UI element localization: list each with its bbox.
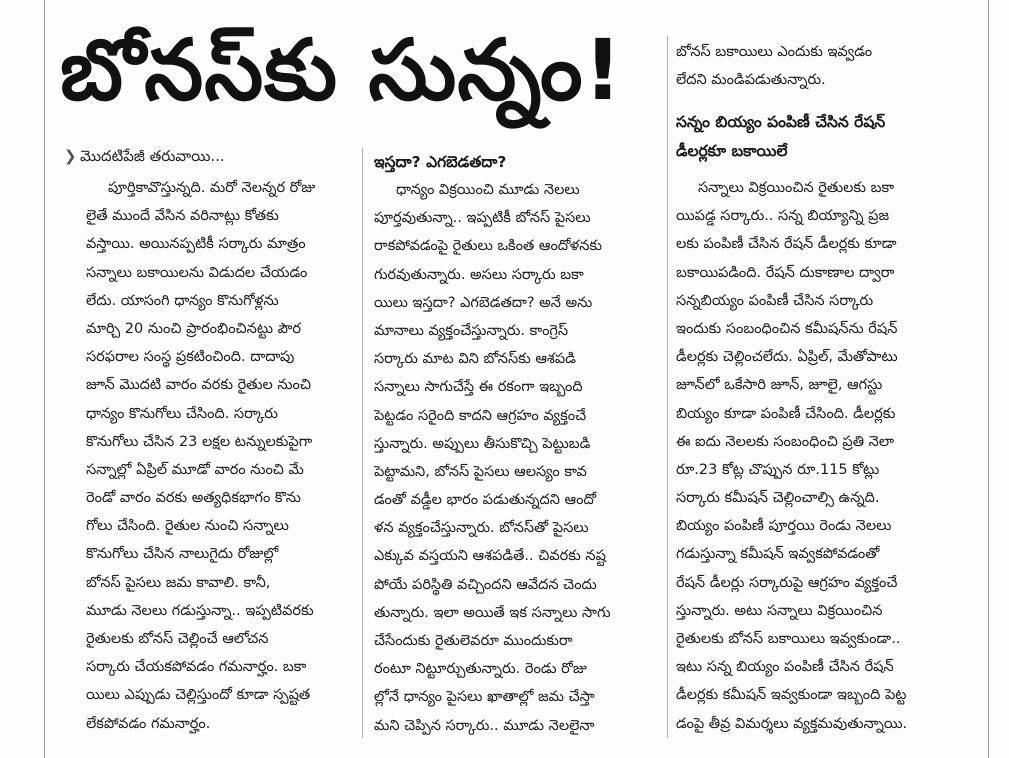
article-line: డంతో వడ్డీల భారం పడుతున్నదని ఆందో bbox=[374, 492, 597, 509]
article-line: సన్నాలు బకాయిలను విడుదల చేయడం bbox=[86, 264, 308, 281]
article-line: చేసేందుకు రైతులెవరూ ముందుకురా bbox=[374, 633, 573, 649]
article-line: కొనుగోలు చేసిన నాలుగైదు రోజుల్లో bbox=[86, 546, 279, 563]
article-line: ల్లోనే ధాన్యం పైసలు ఖాతాల్లో జమ చేస్తా bbox=[374, 689, 595, 706]
article-line: స్తున్నారు. అటు సన్నాలు విక్రయించిన bbox=[676, 602, 883, 619]
article-line: ఎక్కువ వస్తయని ఆశపడితే.. చివరకు నష్ట bbox=[374, 548, 606, 565]
subheading-line: సన్నం బియ్యం పంపిణీ చేసిన రేషన్ bbox=[676, 113, 886, 131]
article-line: మార్చి 20 నుంచి ప్రారంభించినట్టు పౌర bbox=[86, 320, 302, 337]
article-line: బియ్యం కూడా పంపిణీ చేసింది. డీలర్లకు bbox=[676, 405, 896, 422]
article-column-1 bbox=[86, 174, 356, 734]
article-line: సర్కారు చేయకపోవడం గమనార్హం. బకా bbox=[86, 659, 307, 676]
article-line: మానాలు వ్యక్తంచేస్తున్నారు. కాంగ్రెస్ bbox=[374, 322, 569, 339]
article-line: లైతే ముందే వేసిన వరినాట్లు కోతకు bbox=[86, 208, 279, 225]
article-line: యిలు ఇస్తదా? ఎగబెడతదా? అనే అను bbox=[374, 294, 593, 311]
column-rule-1 bbox=[362, 148, 363, 738]
article-line: బోనస్ బకాయిలు ఎందుకు ఇవ్వడం bbox=[676, 44, 873, 60]
article-line: ళన వ్యక్తంచేస్తున్నారు. బోనస్‌తో పైసలు bbox=[374, 520, 589, 537]
article-line: గడుస్తున్నా కమీషన్ ఇవ్వకపోవడంతో bbox=[676, 546, 880, 563]
continued-label: మొదటిపేజీ తరువాయి... bbox=[80, 147, 225, 165]
article-line: గోలు చేసింది. రైతుల నుంచి సన్నాలు bbox=[86, 518, 289, 535]
article-line: లేదని మండిపడుతున్నారు. bbox=[676, 72, 826, 88]
article-line: సర్కారు కమీషన్ చెల్లించాల్సి ఉన్నది. bbox=[676, 490, 880, 507]
article-line: రెండో వారం వరకు అత్యధికభాగం కొను bbox=[86, 490, 301, 507]
article-line: రైతులకు బోనస్ చెల్లించే ఆలోచన bbox=[86, 631, 269, 647]
article-line: డీలర్లకు చెల్లించలేదు. ఏప్రిల్, మేతోపాటు bbox=[676, 349, 898, 366]
article-line: ఇటు సన్న బియ్యం పంపిణీ చేసిన రేషన్ bbox=[676, 659, 894, 676]
article-line: మూడు నెలలు గడుస్తున్నా.. ఇప్పటివరకు bbox=[86, 602, 314, 619]
chevron-right-icon: ❯ bbox=[64, 147, 77, 165]
subheading-column-2: ఇస్తదా? ఎగబెడతదా? bbox=[374, 153, 507, 171]
article-line: బకాయిపడింది. రేషన్ దుకాణాల ద్వారా bbox=[676, 264, 895, 281]
article-line: జూన్‌లో ఒకేసారి జూన్, జూలై, ఆగస్టు bbox=[676, 377, 883, 394]
article-line: తున్నారు. ఇలా అయితే ఇక సన్నాలు సాగు bbox=[374, 604, 611, 621]
article-line: మని చెప్పిన సర్కారు.. మూడు నెలలైనా bbox=[374, 717, 595, 734]
article-line: రైతులకు బోనస్ బకాయిలు ఇవ్వకుండా.. bbox=[676, 631, 901, 647]
article-line: రూ.23 కోట్ల చొప్పున రూ.115 కోట్లు bbox=[676, 461, 880, 478]
article-line: సరఫరాల సంస్థ ప్రకటించింది. దాదాపు bbox=[86, 349, 295, 366]
article-line: స్తున్నారు. అప్పులు తీసుకొచ్చి పెట్టుబడి bbox=[374, 435, 591, 452]
article-line: జూన్ మొదటి వారం వరకు రైతుల నుంచి bbox=[86, 377, 312, 394]
article-line: బియ్యం పంపిణీ పూర్తయి రెండు నెలలు bbox=[676, 518, 892, 535]
article-line: పెట్టామని, బోనస్ పైసలు ఆలస్యం కావ bbox=[374, 463, 587, 480]
article-line: డీలర్లకు కమీషన్ ఇవ్వకుండా ఇబ్బంది పెట్ట bbox=[676, 687, 907, 704]
continued-from-front-page bbox=[64, 143, 344, 169]
article-line: లకు పంపిణీ చేసిన రేషన్ డీలర్లకు కూడా bbox=[676, 236, 897, 253]
article-line: ధాన్యం విక్రయించి మూడు నెలలు bbox=[396, 182, 580, 198]
headline: బోనస్‌కు సున్నం! bbox=[60, 21, 623, 119]
article-line: ఈ ఐదు నెలలకు సంబంధించి ప్రతి నెలా bbox=[676, 433, 895, 450]
clipping-left-border bbox=[44, 0, 45, 758]
article-line: రేషన్ డీలర్లు సర్కారుపై ఆగ్రహం వ్యక్తంచే bbox=[676, 574, 898, 591]
subheading-line: డీలర్లకూ బకాయిలే bbox=[676, 142, 788, 160]
article-line: సన్నాల్లో ఏప్రిల్ మూడో వారం నుంచి మే bbox=[86, 461, 304, 478]
article-column-3 bbox=[676, 174, 972, 734]
article-line: యిపడ్డ సర్కారు.. సన్న బియ్యాన్ని ప్రజ bbox=[676, 208, 890, 225]
article-line: ధాన్యం కొనుగోలు చేసింది. సర్కారు bbox=[86, 405, 278, 422]
article-column-3-continuation bbox=[676, 38, 972, 98]
article-line: కొనుగోలు చేసిన 23 లక్షల టన్నులకుపైగా bbox=[86, 433, 313, 450]
article-line: డంపై తీవ్ర విమర్శలు వ్యక్తమవుతున్నాయి. bbox=[676, 715, 908, 732]
article-line: ఇందుకు సంబంధించిన కమీషన్‌ను రేషన్ bbox=[676, 320, 898, 337]
article-line: పోయే పరిస్థితి వచ్చిందని ఆవేదన చెందు bbox=[374, 576, 597, 593]
article-line: బోనస్ పైసలు జమ కావాలి. కానీ, bbox=[86, 574, 271, 591]
article-line: పెట్టడం సరైంది కాదని ఆగ్రహం వ్యక్తంచే bbox=[374, 407, 587, 424]
article-line: వస్తాయి. అయినప్పటికీ సర్కారు మాత్రం bbox=[86, 236, 306, 253]
article-column-2 bbox=[374, 176, 662, 736]
column-rule-2 bbox=[667, 36, 668, 738]
subheading-column-3 bbox=[676, 108, 972, 166]
article-line: లేదు. యాసంగి ధాన్యం కొనుగోళ్లను bbox=[86, 292, 279, 309]
article-line: గురవుతున్నారు. అసలు సర్కారు బకా bbox=[374, 266, 584, 283]
article-line: సన్నబియ్యం పంపిణీ చేసిన సర్కారు bbox=[676, 292, 874, 309]
clipping-right-border bbox=[988, 0, 989, 758]
article-line: లేకపోవడం గమనార్హం. bbox=[86, 715, 211, 732]
article-line: యిలు ఎప్పుడు చెల్లిస్తుందో కూడా స్పష్టత bbox=[86, 687, 311, 704]
article-line: రాకపోవడంపై రైతులు ఒకింత ఆందోళనకు bbox=[374, 238, 602, 255]
article-line: రంటూ నిట్టూర్చుతున్నారు. రెండు రోజు bbox=[374, 661, 587, 678]
article-line: సన్నాలు సాగుచేస్తే ఈ రకంగా ఇబ్బంది bbox=[374, 379, 583, 396]
article-line: పూర్తవుతున్నా.. ఇప్పటికీ బోనస్ పైసలు bbox=[374, 210, 591, 227]
article-line: సన్నాలు విక్రయించిన రైతులకు బకా bbox=[698, 180, 895, 196]
article-line: సర్కారు మాట విని బోనస్‌కు ఆశపడి bbox=[374, 351, 576, 368]
article-line: పూర్తికావొస్తున్నది. మరో నెలన్నర రోజు bbox=[108, 180, 316, 196]
